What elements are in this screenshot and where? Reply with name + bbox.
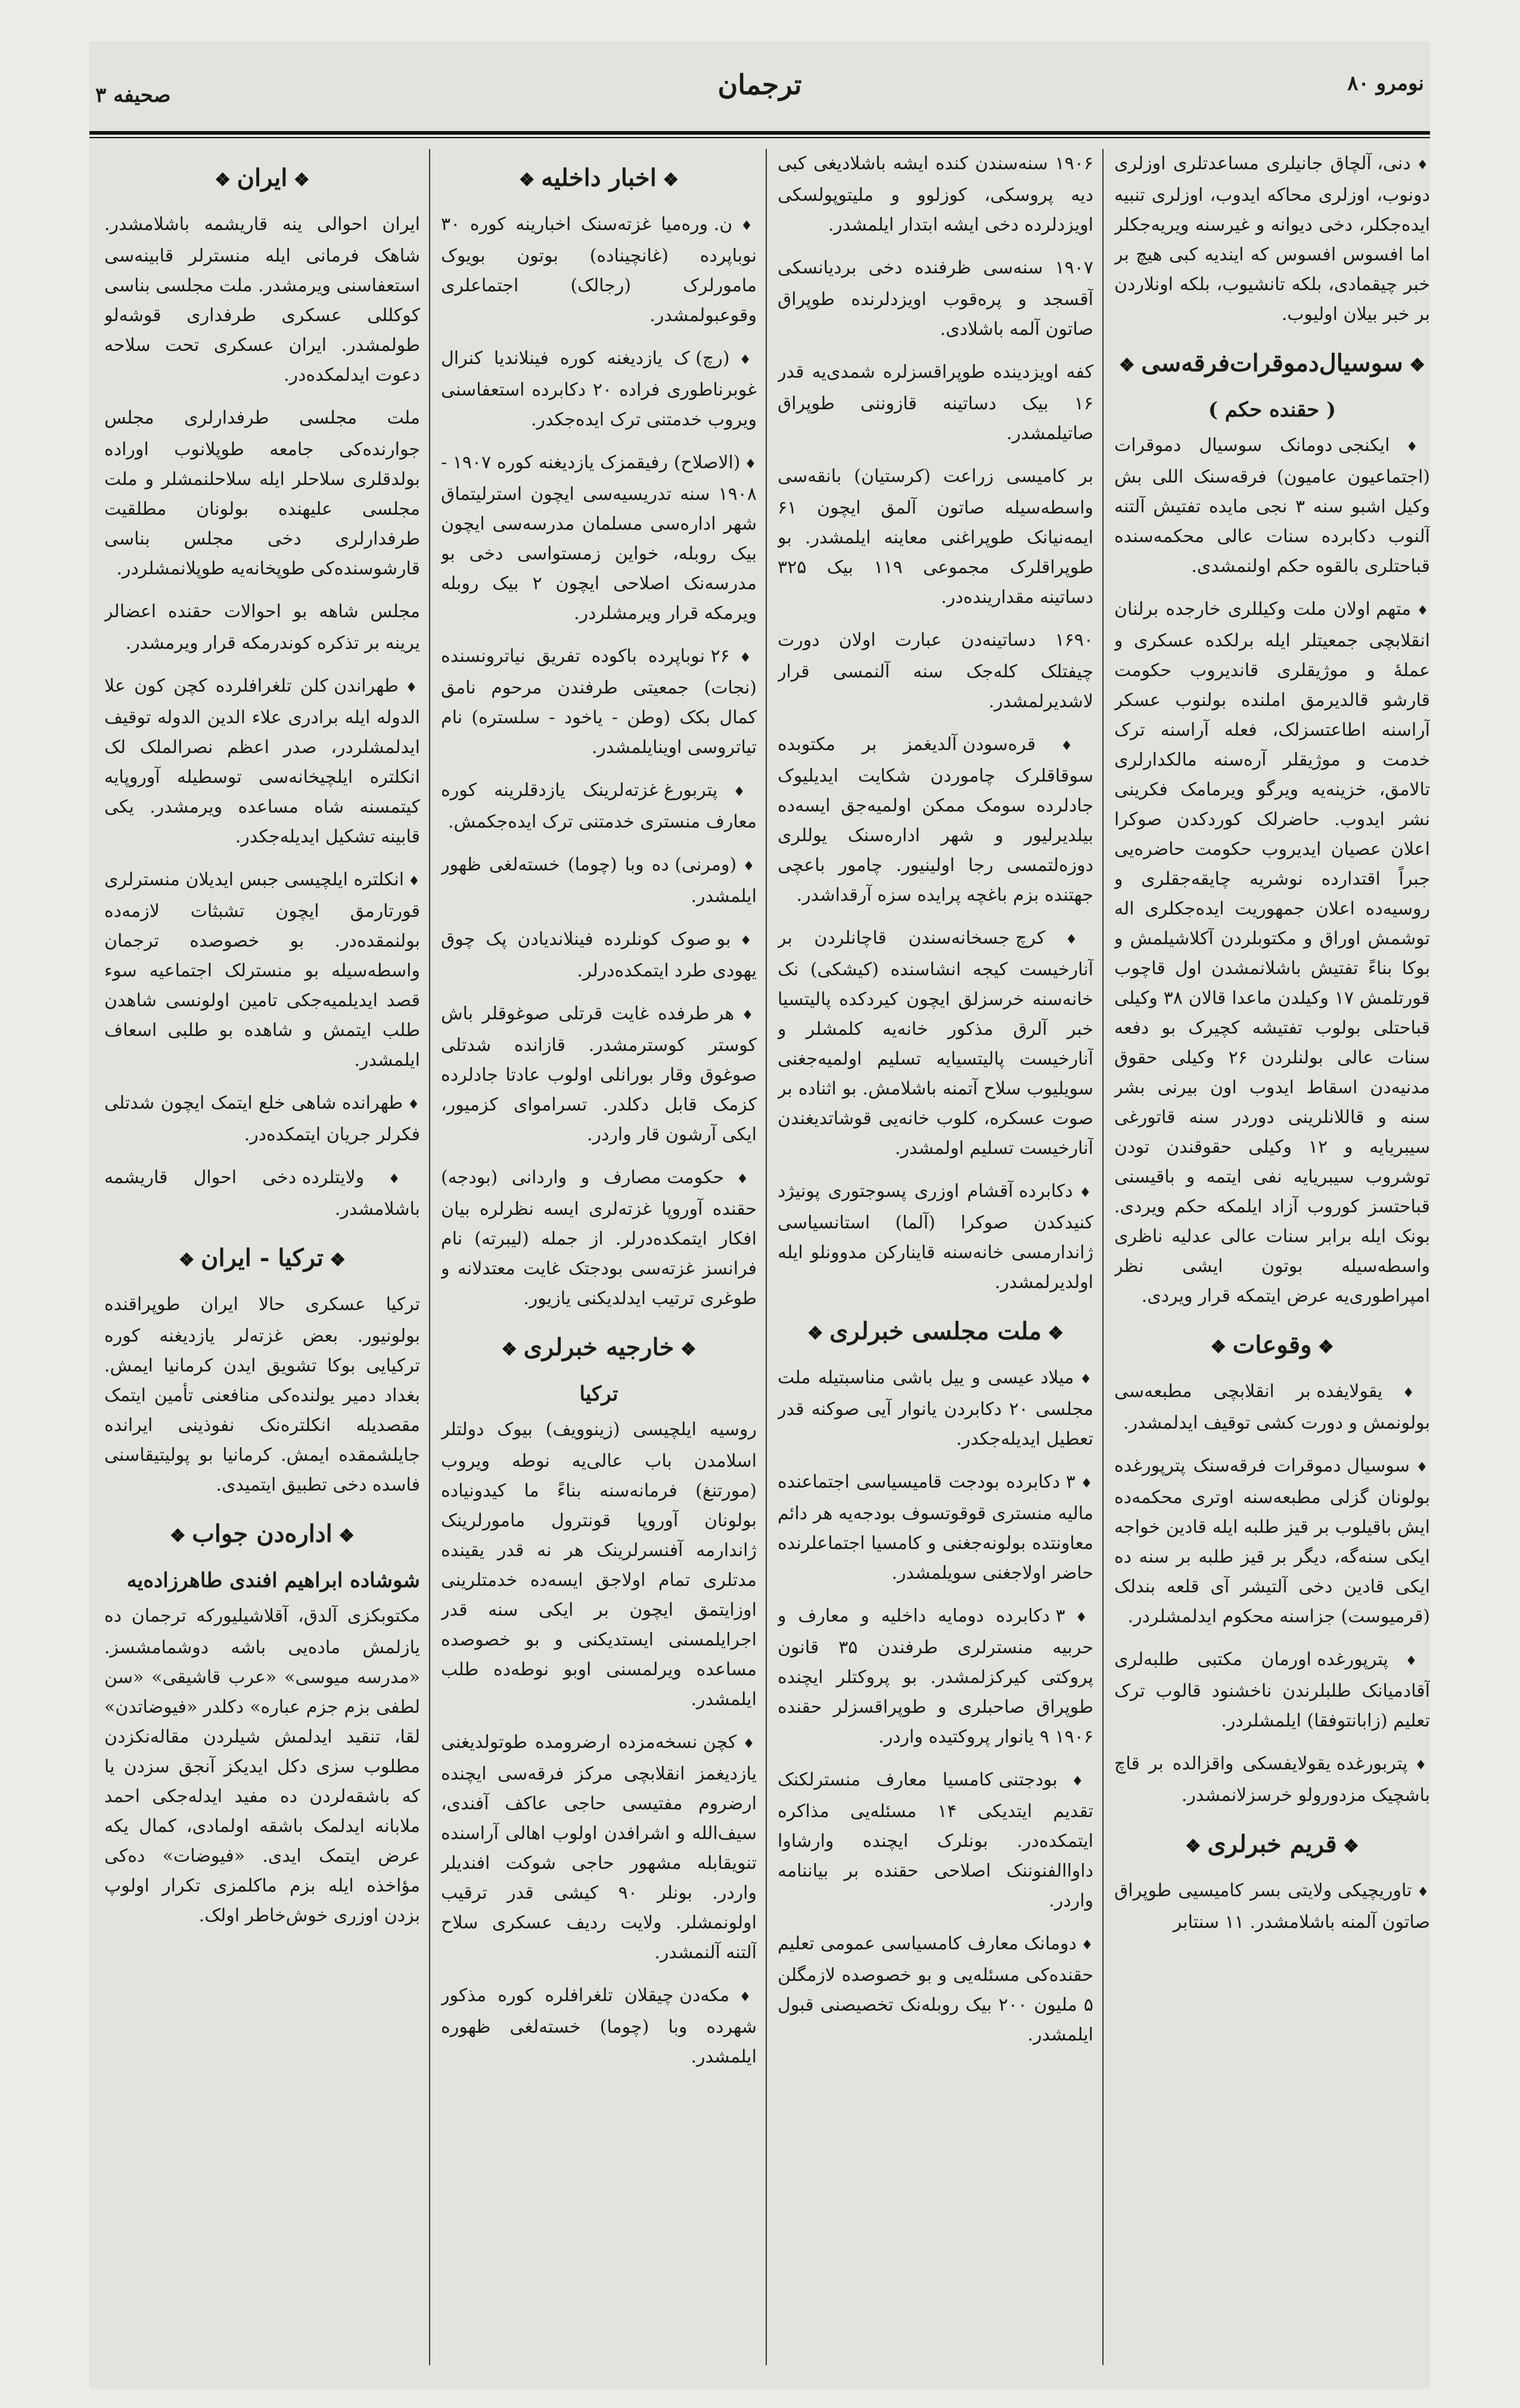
article-paragraph: ♦ مکه‌دن چیقلان تلغرافلره کوره مذکور شهرده وبا (چوما) خسته‌لغی ظهوره ایلمشدر. bbox=[441, 1981, 757, 2072]
article-paragraph: ملت مجلسی طرفدارلری مجلس جوارنده‌کی جامعه طوپلانوب اوراده بولدقلری سلاحلر ایله سلاحلنمشلر و ملت مجلسی علیهنده بولونان مطلقیت طرفدارلری دخی مجلس بناسی قارشوسنده‌کی طوپخانه‌یه طوپلانمشلردر. bbox=[104, 407, 420, 579]
ornament-icon: ❖ bbox=[1336, 1836, 1359, 1857]
addressee-line: شوشاده ابراهیم افندی طاهرزاده‌یه bbox=[126, 1569, 420, 1592]
ornament-icon: ❖ bbox=[215, 170, 237, 191]
article-paragraph: مجلس شاهه بو احوالات حقنده اعضالر یرینه بر تذکره کوندرمکه قرار ویرمشدر. bbox=[104, 601, 420, 654]
column-divider bbox=[429, 149, 430, 2365]
section-heading bbox=[104, 157, 420, 201]
article-paragraph: ♦ هر طرفده غایت قرتلی صوغوقلر باش کوستر کوسترمشدر. قازانده شدتلی صوغوق وقار بورانلی اولوب عادتا جادلرده کزمک قابل دکلدر. تسراموای کزمیور، ایکی آرشون قار واردر. bbox=[441, 999, 757, 1150]
ornament-icon: ❖ bbox=[1403, 355, 1426, 376]
ornament-icon: ❖ bbox=[323, 1250, 346, 1271]
ornament-icon: ❖ bbox=[1185, 1836, 1208, 1857]
article-paragraph: مکتوبکزی آلدق، آقلاشیلیورکه ترجمان ده یازلمش ماده‌یی باشه دوشمامشسز. «مدرسه میوسی» «عرب قاشیقی» «سن لطفی بزم جزم عباره‌» دکلدر «فیوضاتدن» لقا، تنقید ایدلمش شیلردن مقاله‌نکزدن مطلوب سزی دکل ایدیکز آنجق سزدن یا که باشقه‌لردن ده مفید ایدله‌جکی احمد ملابانه ایدلمک باشقه اولمادی، کمال یکه عرض ایتمک ایدی. «فیوضات» ده‌کی مؤاخذه ایله بزم ماکلمزی تکرار اولوپ بزدن اوزری خوش‌خاطر اولک. bbox=[104, 1606, 420, 1926]
column-divider bbox=[766, 149, 767, 2365]
page-number: صحیفه ۳ bbox=[95, 83, 171, 107]
article-paragraph: ♦ پتربورغده یقولایفسکی واقزالده بر قاچ باشچیک مزدورولو خرسزلانمشدر. bbox=[1114, 1749, 1430, 1810]
section-heading-text: قریم خبرلری bbox=[1207, 1830, 1337, 1858]
section-heading bbox=[1114, 343, 1430, 387]
masthead: ترجمان bbox=[717, 69, 802, 101]
article-paragraph: ♦ ولایتلرده دخی احوال قاریشمه باشلامشدر. bbox=[104, 1163, 420, 1224]
column-1 bbox=[1114, 149, 1430, 2365]
ornament-icon: ❖ bbox=[518, 170, 542, 191]
ornament-icon: ❖ bbox=[169, 1526, 192, 1547]
page-header bbox=[89, 60, 1430, 125]
section-heading-text: اداره‌دن جواب bbox=[192, 1520, 332, 1548]
ornament-icon: ❖ bbox=[807, 1323, 830, 1344]
ornament-icon: ❖ bbox=[178, 1250, 201, 1271]
ornament-icon: ❖ bbox=[1311, 1337, 1334, 1358]
section-heading-text: خارجیه خبرلری bbox=[523, 1333, 674, 1361]
article-paragraph: ترکیا عسکری حالا ایران طوپراقنده بولونیور. بعض غزته‌لر یازدیغنه کوره ترکیایی بوکا تشویق ایدن کرمانیا ایمش. بغداد دمیر یولنده‌کی منافعنی تأمین ایتمک مقصدیله انکلتره‌نک نفوذینی ایرانده جایلشمقده ایمش. کرمانیا بو پولیتیقاسنی فاسده دخی تطبیق ایتمیدی. bbox=[104, 1294, 420, 1495]
article-paragraph: ♦ میلاد عیسی و ییل باشی مناسبتیله ملت مجلسی ۲۰ دکابردن یانوار آیی صوکنه قدر تعطیل ایدیله‌جکدر. bbox=[778, 1363, 1093, 1454]
section-heading bbox=[778, 1311, 1093, 1355]
article-paragraph: ♦ (ومرنی) ده وبا (چوما) خسته‌لغی ظهور ایلمشدر. bbox=[441, 850, 757, 911]
section-heading-text: ترکیا - ایران bbox=[201, 1244, 324, 1272]
section-heading-text: ملت مجلسی خبرلری bbox=[829, 1317, 1042, 1345]
column-2 bbox=[778, 149, 1093, 2365]
subheading: ( حقنده حکم ) bbox=[1208, 398, 1336, 422]
article-paragraph: ♦ (رچ) ک یازدیغنه کوره فینلاندیا کنرال غوبرناطوری فراده ۲۰ دکابرده استعفاسنی ویروب خدمتنی ترک ایده‌جکدر. bbox=[441, 344, 757, 435]
subheading: ترکیا bbox=[579, 1382, 618, 1406]
article-paragraph: کفه اویزدینده طوپراقسزلره شمدی‌یه قدر ۱۶ بیک دساتینه قازوننی طوپراق صاتیلمشدر. bbox=[778, 362, 1093, 444]
section-heading bbox=[104, 1513, 420, 1557]
article-paragraph: ♦ طهراندن کلن تلغرافلرده کچن کون علا الدوله ایله برادری علاء الدین الدوله توقیف ایدلمشلردر، صدر اعظم نصرالملک لک انکلتره ایلچیخانه‌سی توسطیله آوروپایه کیتمسنه شاه مساعده ویرمشدر. یکی قابینه تشکیل ایدیله‌جکدر. bbox=[104, 671, 420, 852]
article-paragraph: ♦ دکابرده آقشام اوزری پسوجتوری پونیژد کنیدکدن صوکرا (آلما) استانسیاسی ژاندارمسی خانه‌سنه قاینارکن مدوونلو ایله اولدیرلمشدر. bbox=[778, 1177, 1093, 1298]
ornament-icon: ❖ bbox=[287, 170, 310, 191]
article-paragraph: ♦ دومانک معارف کامسیاسی عمومی تعلیم حقنده‌کی مسئله‌یی و بو خصوصده لازمگلن ۵ ملیون ۲۰۰ بیک روبله‌نک تخصیصنی قبول ایلمشدر. bbox=[778, 1929, 1093, 2050]
article-paragraph: ♦ بو صوک کونلرده فینلاندیادن پک چوق یهودی طرد ایتمکده‌درلر. bbox=[441, 925, 757, 986]
article-paragraph: ♦ ایکنجی دومانک سوسیال دموقرات (اجتماعیون عامیون) فرقه‌سنک اللی بش وکیل اشبو سنه ۳ نجی مایده تفتیش آلتنه آلنوب دکابرده سنات عالی محکمه‌سنده قباحتلری بالقوه حکم اولنمشدی. bbox=[1114, 431, 1430, 581]
article-paragraph: ♦ حکومت مصارف و واردانی (بودجه) حقنده آوروپا غزته‌لری ایسه نظرلره بیان افکار ایتمکده‌درلر. از جمله (لیبرته) نام فرانسز غزته‌سی بودجتک غایت معتدلانه و طوغری ترتیب ایدلدیکنی یازیور. bbox=[441, 1163, 757, 1314]
column-3 bbox=[441, 149, 757, 2365]
article-paragraph: ♦ پتربورغ غزته‌لرینک یازدقلرینه کوره معارف منستری خدمتنی ترک ایده‌جکمش. bbox=[441, 776, 757, 837]
newspaper-page bbox=[89, 42, 1430, 2389]
issue-number: نومرو ۸۰ bbox=[1347, 71, 1424, 95]
article-paragraph: ♦ پترپورغده اورمان مکتبی طلبه‌لری آقادمیانک طلبلرندن ناخشنود قالوب ترک تعلیم (زابانتوفقا) ایلمشلردر. bbox=[1114, 1645, 1430, 1736]
section-heading bbox=[1114, 1824, 1430, 1868]
section-heading-text: سوسیال‌دموقرات‌فرقه‌سی bbox=[1141, 349, 1403, 377]
ornament-icon: ❖ bbox=[656, 170, 679, 191]
article-paragraph: ♦ یقولایفده بر انقلابچی مطبعه‌سی بولونمش و دورت کشی توقیف ایدلمشدر. bbox=[1114, 1377, 1430, 1438]
section-heading bbox=[441, 1327, 757, 1371]
article-paragraph: ۱۹۰۶ سنه‌سندن کنده ایشه باشلادیغی کبی دیه پروسکی، کوزلوو و ملیتوپولسکی اویزدلرده دخی ایشه ابتدار ایلمشدر. bbox=[778, 153, 1093, 235]
article-paragraph: ♦ دنی، آلچاق جانیلری مساعدتلری اوزلری دونوب، اوزلری محاکه ایدوب، اوزلری تنبیه ایده‌جکلر، دخی دیوانه و غیرسنه ویریه‌جکلر اما افسوس افسوس که ایندیه کبی هیچ بر خبر چیقمادی، بلکه تانشیوب، بلکه اونلاردن بر خبر بیلان اولیوب. bbox=[1114, 149, 1430, 329]
article-paragraph: ۱۶۹۰ دساتینه‌دن عبارت اولان دورت چیفتلک کله‌جک سنه آلنمسی قرار لاشدیرلمشدر. bbox=[778, 630, 1093, 712]
article-paragraph: ♦ کرچ جسخانه‌سندن قاچانلردن بر آنارخیست کیجه انشاسنده (کیشکی) نک خانه‌سنه خرسزلق ایچون کیردکده پالیتسیا خبر آلرق مذکور خانه‌یه کلمشلر و آنارخیست پالیتسیایه تسلیم اولمیه‌جغنی سویلیوب سلاح آتمنه باشلامش. بو اثناده بر صوت عسکره، کلوب خانه‌یی قوشاتدیغندن آنارخیست تسلیم اولمشدر. bbox=[778, 923, 1093, 1163]
article-paragraph: ♦ ن. وره‌میا غزته‌سنک اخبارینه کوره ۳۰ نوباپرده (غانچیناده) بوتون بویوک مامورلرک (رجالک) اجتماعلری وقوعبولمشدر. bbox=[441, 210, 757, 331]
header-rule bbox=[89, 131, 1430, 138]
article-paragraph: ♦ ۳ دکابرده بودجت قامیسیاسی اجتماعنده مالیه منستری قوقوتسوف بودجه‌یه هر دائم معاونتده بولونه‌جغنی و کامسیا اجتماعلرنده حاضر اولاجغنی سویلمشدر. bbox=[778, 1467, 1093, 1588]
article-paragraph: بر کامیسی زراعت (کرستیان) بانقه‌سی واسطه‌سیله صاتون آلمق ایچون ۶۱ ایمه‌نیانک طوپراغنی معاینه ایلمشدر. بو طوپراقلرک مجموعی ۱۱۹ بیک ۳۲۵ دساتینه مقدارینده‌در. bbox=[778, 466, 1093, 608]
ornament-icon: ❖ bbox=[332, 1526, 355, 1547]
section-heading-text: ایران bbox=[237, 164, 288, 192]
article-paragraph: ♦ طهرانده شاهی خلع ایتمک ایچون شدتلی فکرلر جریان ایتمکده‌در. bbox=[104, 1088, 420, 1150]
article-paragraph: ♦ سوسیال دموقرات فرقه‌سنک پترپورغده بولونان گزلی مطبعه‌سنه اوتری محکمه‌ده ایش باقیلوب بر قیز طلبه ایله قادین خواجه ایکی سنه‌گه، دیگر بر قیز طلبه بر سنه ده ایکی قادین دخی آلتیشر آی قلعه بندلک (قرمیوست) جزاسنه محکوم ایدلمشلردر. bbox=[1114, 1451, 1430, 1632]
ornament-icon: ❖ bbox=[1118, 355, 1142, 376]
article-paragraph: روسیه ایلچیسی (زینوویف) بیوک دولتلر اسلامدن باب عالی‌یه نوطه ویروب (مورتنغ) فرمانه‌سنه بناءً ما کیدونیاده بولونان آوروپا قونترول مامورلرینک ژاندارمه آفنسرلرینک هر نه قدر یقینده مدتلری تمام اولاجق ایسه‌ده خدمتلرینی اوزایتمق ایچون بر ایکی سنه قدر اجرایلمسنی ایستدیکنی و بو خصوصده مساعده ویرلمسنی اوبو نوطه‌ده طلب ایلمشدر. bbox=[441, 1419, 757, 1710]
article-paragraph: ♦ (الاصلاح) رفیقمزک یازدیغنه کوره ۱۹۰۷ - ۱۹۰۸ سنه تدریسیه‌سی ایچون استرلیتماق شهر اداره‌سی مسلمان مدرسه‌سی ایچون بیک روبله، خواین زمستواسی دخی بو مدرسه‌نک اصلاحی ایچون ۲ بیک روبله ویرمکه قرار ویرمشلردر. bbox=[441, 448, 757, 629]
article-paragraph: ♦ تاوریچیکی ولایتی بسر کامیسیی طوپراق صاتون آلمنه باشلامشدر. ۱۱ سنتابر bbox=[1114, 1876, 1430, 1937]
column-divider bbox=[1102, 149, 1104, 2365]
article-paragraph: ♦ ۳ دکابرده دومایه داخلیه و معارف و حربیه منسترلری طرفندن ۳۵ قانون پروکتی کیرکزلمشدر. بو پروکتلر ایچنده طوپراق صاحبلری و طوپراقسزلر حقنده ۱۹۰۶ ۹ یانوار پروکتیده واردر. bbox=[778, 1601, 1093, 1752]
column-4 bbox=[104, 149, 420, 2365]
article-paragraph: ♦ انکلتره ایلچیسی جبس ایدیلان منسترلری قورتارمق ایچون تشبثات لازمه‌ده بولنمقده‌در. بو خصوصده ترجمان واسطه‌سیله بو منسترلک اجتماعیه سوء قصد ایدیلمیه‌جکی تامین اولونسی شاهدن طلب ایتمش و شاهده بو طلبی اسعاف ایلمشدر. bbox=[104, 865, 420, 1075]
article-paragraph: ♦ کچن نسخه‌مزده ارضرومده طوتولدیغنی یازدیغمز انقلابچی مرکز فرقه‌سی ایچنده ارضروم مفتیسی حاجی عاکف آفندی، سیف‌الله و اشرافدن اولوب اهالی آراسنده تنویقابله مشهور حاجی شوکت افندیلر واردر. بونلر ۹۰ کیشی قدر ترقیب اولونمشلر. ولایت ردیف عسکری سلاح آلتنه آلنمشدر. bbox=[441, 1728, 757, 1968]
section-heading-text: وقوعات bbox=[1232, 1331, 1312, 1359]
ornament-icon: ❖ bbox=[501, 1339, 524, 1360]
ornament-icon: ❖ bbox=[674, 1339, 697, 1360]
ornament-icon: ❖ bbox=[1041, 1323, 1064, 1344]
article-paragraph: ♦ ۲۶ نوباپرده باکوده تفریق نیاترونسنده (نجات) جمعیتی طرفندن مرحوم نامق کمال بکک (وطن - یاخود - سلستره) نام تیاتروسی اوینایلمشدر. bbox=[441, 642, 757, 763]
ornament-icon: ❖ bbox=[1210, 1337, 1233, 1358]
section-heading bbox=[104, 1237, 420, 1281]
article-paragraph: ♦ بودجتنی کامسیا معارف منسترلکنک تقدیم ایتدیکی ۱۴ مسئله‌یی مذاکره ایتمکده‌در. بونلرک ایچنده وارشاوا داواالفنوننک اصلاحی حقنده بر بیاننامه واردر. bbox=[778, 1765, 1093, 1916]
section-heading-text: اخبار داخلیه bbox=[541, 164, 657, 192]
article-paragraph: ایران احوالی ینه قاریشمه باشلامشدر. شاهک فرمانی ایله منسترلر قابینه‌سی استعفاسنی ویرمشدر. ملت مجلسی بناسی کوکللی عسکری طرفداری قوشه‌لو طولمشدر. ایران عسکری تحت سلاحه دعوت ایدلمکده‌در. bbox=[104, 214, 420, 385]
article-paragraph: ۱۹۰۷ سنه‌سی ظرفنده دخی بردیانسکی آقسجد و پره‌قوب اویزدلرنده طوپراق صاتون آلمه باشلادی. bbox=[778, 257, 1093, 340]
section-heading bbox=[441, 157, 757, 201]
article-paragraph: ♦ قره‌سودن آلدیغمز بر مکتوبده سوقاقلرک چاموردن شکایت ایدیلیوک جادلرده سومک ممکن اولمیه‌جق ایسه‌ده بیلدیرلیور و شهر اداره‌سنک یوللری دوزه‌لتمسی رجا اولینیور. چامور باعچی جهتنده بزم باغچه پرایده سزه آرقداشدر. bbox=[778, 730, 1093, 910]
section-heading bbox=[1114, 1324, 1430, 1368]
article-paragraph: ♦ متهم اولان ملت وکیللری خارجده برلنان انقلابچی جمعیتلر ایله برلکده عسکری و عملهٔ و موژیقلری قاندیروب حکومت قارشو قالدیرمق املنده بولنوب عسکر آراسنه اطاعتسزلک، فعله آراسنه ترک خدمت و موژیقلر آره‌سنه مالکدارلری تالامق، خزینه‌یه ویرگو ویرمامک فکرینی نشر ایدوب. حاضرلک کوردکدن صوکرا اعلان عصیان ایدیروب حکومت حاضره‌یی جبراً اقتدارده نوشریه چایقه‌جقلری و روسیه‌ده اعلان جمهوریت ایده‌جکلری اله توشمش اوراق و مکتوبلردن آکلاشیلمش و بوکا بناءً تفتیش باشلانمشدن اول قاچوب قورتلمش ۱۷ وکیلدن ماعدا قالان ۳۸ وکیلی قباحتلی بولوب تفتیشه کچیرک بو دفعه سنات عالی بولنلردن ۲۶ وکیلی حقوق مدنیه‌دن اسقاط ایدوب اون بیرنی بشر سنه و قاللانلرینی دوردر سنه قاتورغی سیبریایه و ۱۲ وکیلی حقوقندن تودن توشروب سیبریایه نفی ایتمه و باقیسنی قباحتسز کوروب آزاد ایلمکه حکم ویردی. بونک ایله برابر سنات عالی عدلیه ناظری واسطه‌سیله بوتون ایشی نظر امپراطوری‌یه عرض ایتمکه قرار ویردی. bbox=[1114, 595, 1430, 1311]
